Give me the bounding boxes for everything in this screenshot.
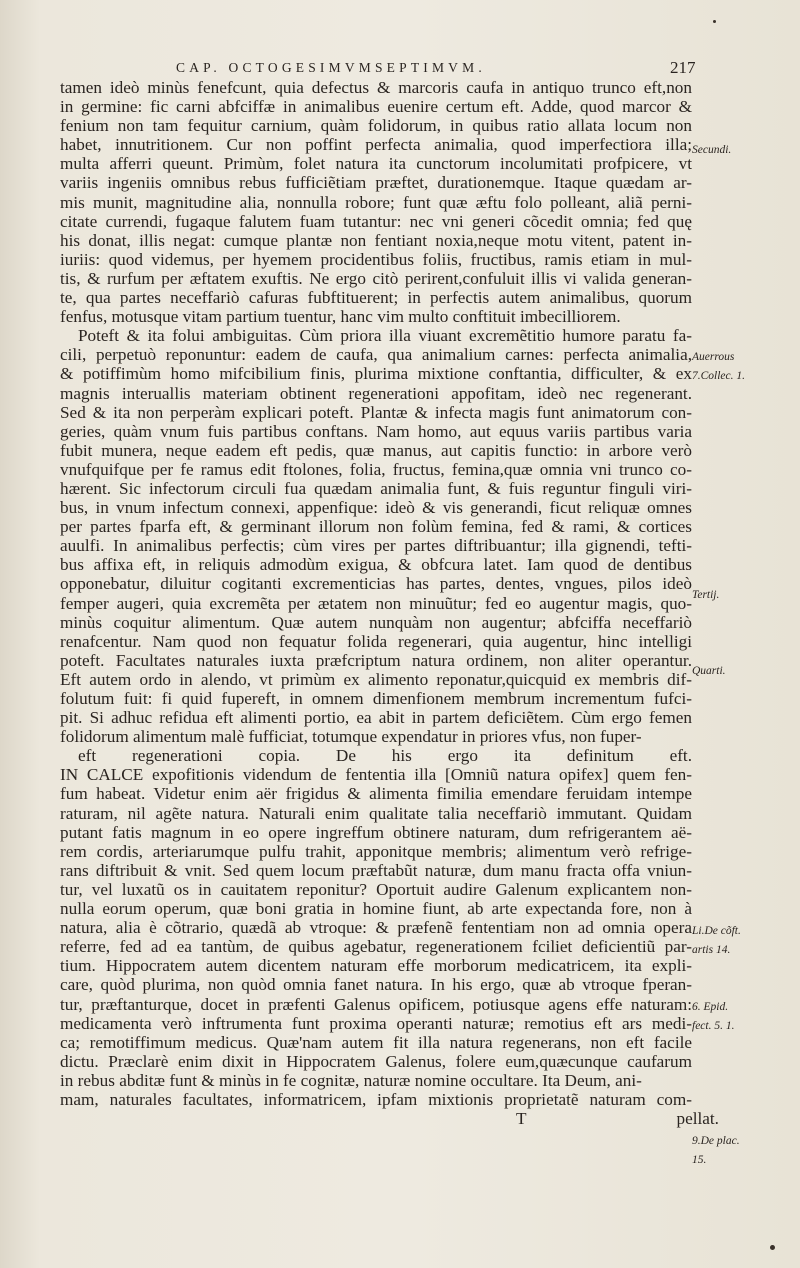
text-line: te, qua partes neceffariò cafuras fubftituerent; in perfectis autem animalibus, quorum xyxy=(60,288,692,308)
margin-note: Tertij. xyxy=(692,589,720,601)
text-line: fum habeat. Videtur enim aër frigidus & alimenta fimilia emendare feruidam intempe xyxy=(60,784,692,804)
text-line: poteft. Facultates naturales iuxta præfcriptum natura ordinem, non aliter operantur. xyxy=(60,650,692,670)
text-line: vnufquifque per fe ramus edit ftolones, folia, fructus, femina,quæ omnia vni trunco co- xyxy=(60,459,692,479)
text-line: femper augeri, quia excremẽta per ætatem non minuũtur; fed eo augentur magis, quo- xyxy=(60,593,692,613)
ink-spot xyxy=(713,20,716,23)
text-line: renafcentur. Nam quod non fequatur folida regenerari, quia augentur, hinc intelligi xyxy=(60,631,692,651)
text-line: natura, alia è cõtrario, quædã ab vtroque: & præfenẽ fententiam non ad omnia opera xyxy=(60,918,692,938)
text-line xyxy=(60,1109,719,1129)
text-line: mam, naturales facultates, informatricem, ipfam mixtionis proprietatẽ naturam com- xyxy=(60,1089,692,1109)
text-line: Poteft & ita folui ambiguitas. Cùm priora illa viuant excremẽtitio humore paratu fa- xyxy=(78,326,692,346)
text-line: rem cordis, arteriarumque pulfu trahit, apponitque membris; alimentum verò refrige- xyxy=(60,841,692,861)
margin-note: 6. Epid. xyxy=(692,1001,729,1013)
text-line: pit. Si adhuc refidua eft alimenti portio, ea abit in partem deficiẽtem. Cùm ergo femen xyxy=(60,708,692,728)
text-line: citate currendi, fugaque falutem fuam tutantur: nec vni generi cõcedit omnia; fed quę xyxy=(60,211,692,231)
text-line: in germine: fic carni abfciffæ in animalibus euenire certum eft. Adde, quod marcor & xyxy=(60,97,692,117)
margin-note: Auerrous xyxy=(692,351,735,363)
text-line: raturam, nil agẽte natura. Naturali enim qualitate talia neceffariò immutant. Quidam xyxy=(60,803,692,823)
text-line: geries, quàm vnum fuis partibus conftans. Nam homo, aut equus variis partibus varia xyxy=(60,421,692,441)
text-line: fubit munera, neque eadem eft pedis, quæ manus, aut capitis functio: in arbore verò xyxy=(60,440,692,460)
running-head: CAP. OCTOGESIMVMSEPTIMVM. xyxy=(176,60,486,75)
ink-spot xyxy=(770,1245,775,1250)
page-number: 217 xyxy=(670,58,696,77)
text-line: medicamenta verò inftrumenta funt proxima operanti naturæ; remotius eft ars medi- xyxy=(60,1013,692,1033)
text-line: tur, præftanturque, docet in præfenti Galenus opificem, potiusque agens effe naturam: xyxy=(60,994,692,1014)
margin-note: 7.Collec. 1. xyxy=(692,370,746,382)
text-line: multa afferri queunt. Primùm, folet natura ita cunctorum incolumitati profpicere, vt xyxy=(60,154,692,174)
text-line: his donat, illis negat: cumque plantæ non fentiant noxia,neque motu vitent, patent in- xyxy=(60,230,692,250)
margin-note: fect. 5. 1. xyxy=(692,1020,735,1032)
text-line: Eft autem ordo in alendo, vt primùm ex alimento reponatur,quicquid ex membris dif- xyxy=(60,669,692,689)
text-line: iuriis: quod videmus, per hyemem procidentibus foliis, fructibus, ramis etiam in mul- xyxy=(60,249,692,269)
text-line: per partes fparfa eft, & germinant illorum non folùm femina, fed & rami, & cortices xyxy=(60,517,692,537)
text-line: folutum fuit: fi quid fupereft, in omnem dimenfionem membrum incrementum fufci- xyxy=(60,689,692,708)
text-line: & potiffimùm homo mifcibilium finis, plurima mixtione conftantia, difficulter, & ex xyxy=(60,364,692,384)
text-line: eft regenerationi copia. De his ergo ita definitum eft. xyxy=(78,746,692,766)
text-line: in rebus abditæ funt & minùs in fe cognitæ, naturæ nomine occultare. Ita Deum, ani- xyxy=(60,1070,642,1090)
signature-mark: T xyxy=(516,1109,527,1129)
text-line: habet, innutritionem. Cur non poffint perfecta animalia, quod imperfectiora illa; xyxy=(60,135,692,155)
text-line: mis munit, magnitudine alia, nonnulla robore; funt quæ æftu folo polleant, aliã perni- xyxy=(60,192,692,212)
text-line: cili, perpetuò reponuntur: eadem de caufa, qua animalium carnes: perfecta animalia, xyxy=(60,345,692,365)
text-line: IN CALCE expofitionis videndum de fententia illa [Omniũ natura opifex] quem fen- xyxy=(60,765,692,785)
margin-note: 15. xyxy=(692,1154,707,1166)
text-line: putant fatis magnum in eo opere ingreffum obtinere naturam, dum refrigerantem aë- xyxy=(60,822,692,842)
text-line: Sed & ita non perperàm explicari poteft. Plantæ & infecta magis funt animatorum con- xyxy=(60,402,692,422)
text-line: tium. Hippocratem autem dicentem naturam effe morborum medicatricem, ita expli- xyxy=(60,956,692,976)
text-line: nulla eorum operum, quæ boni gratia in homine fiunt, ab arte expectanda fore, non à xyxy=(60,899,692,919)
text-line: ca; remotiffimum medicus. Quæ'nam autem fit illa natura regenerans, non eft facile xyxy=(60,1032,692,1052)
text-line: variis ingeniis omnibus rebus fufficiẽtiam præftet, durationemque. Itaque quædam ar- xyxy=(60,173,692,193)
margin-note: Secundi. xyxy=(692,144,732,156)
text-line: auulfi. In animalibus perfectis; cùm vires per partes diftribuantur; illa gignendi, tefti- xyxy=(60,536,692,556)
text-line: folidorum alimentum malè fufficiat, totumque expendatur in priores vfus, non fuper- xyxy=(60,727,642,747)
margin-note: 9.De plac. xyxy=(692,1135,740,1147)
text-line: referre, fed ad ea tantùm, de quibus agebatur, regenerationem fciliet deficientiũ par- xyxy=(60,937,692,957)
text-line: fenium non tam fequitur carnium, quàm folidorum, in quibus ratio allata locum non xyxy=(60,116,692,136)
margin-note: Quarti. xyxy=(692,665,726,677)
text-line: magnis interuallis materiam obtinent regenerationi appofitam, ideò nec regenerant. xyxy=(60,383,692,403)
margin-note: artis 14. xyxy=(692,944,731,956)
text-line: fenfus, motusque vitam partium tuentur, hanc vim multo conftituit imbecilliorem. xyxy=(60,307,621,327)
text-line: hærent. Sic infectorum circuli fua quædam animalia funt, & fuis reguntur finguli viri- xyxy=(60,478,692,498)
text-line: bus, in vnum infectum connexi, appenfique: ideò & vis generandi, ficut reliquæ omnes xyxy=(60,498,692,518)
text-line: tur, vel luxatũ os in cauitatem reponitur? Oportuit audire Galenum explicantem non- xyxy=(60,879,692,899)
text-line: minùs coquitur alimentum. Quæ autem nunquàm non augentur; abfciffa neceffariò xyxy=(60,612,692,632)
text-line: care, quòd plurima, non quòd omnia fanet natura. In his ergo, quæ ab vtroque fperan- xyxy=(60,975,692,995)
text-line: tis, & rurfum per æftatem exuftis. Ne ergo citò perirent,confuluit illis vi valida generan- xyxy=(60,268,692,288)
text-line: bus affixa eft, in reliquis admodùm exigua, & obfcura latet. Iam quod de dentibus xyxy=(60,555,692,575)
catchword: pellat. xyxy=(676,1109,719,1129)
text-line: opponebatur, diluitur cogitanti excrementicias has partes, dentes, vngues, pilos ideò xyxy=(60,574,692,594)
page-header xyxy=(0,60,800,80)
margin-note: Li.De cõft. xyxy=(692,925,741,937)
text-line: dictu. Præclarè enim dixit in Hippocratem Galenus, folere eum,quæcunque caufarum xyxy=(60,1051,692,1071)
text-line: rans diftribuit & vnit. Sed quem locum præftabũt naturæ, dum manu fracta offa vniun- xyxy=(60,860,692,880)
text-line: tamen ideò minùs fenefcunt, quia defectus & marcoris caufa in antiquo trunco eft,non xyxy=(60,78,692,97)
